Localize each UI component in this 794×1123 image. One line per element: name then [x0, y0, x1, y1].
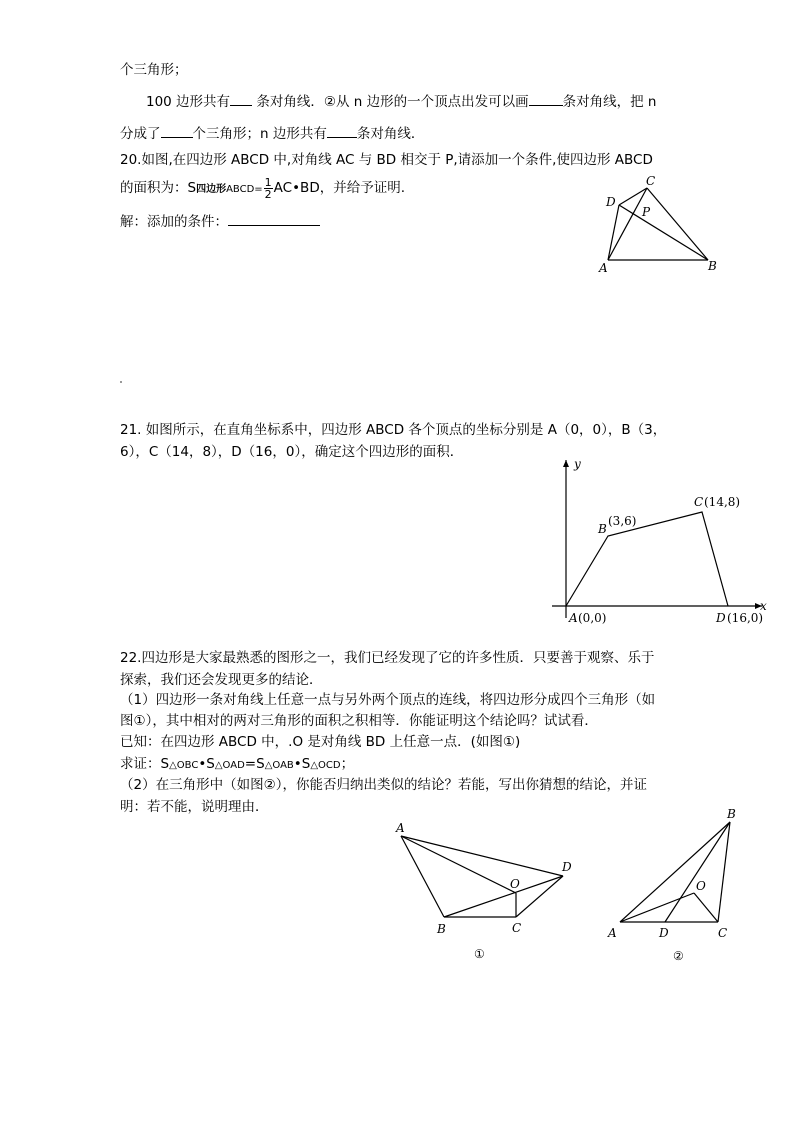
question-text: •S	[198, 756, 215, 772]
point-label-o: O	[510, 877, 520, 891]
y-axis-label: y	[574, 457, 581, 471]
segment-ao	[620, 893, 694, 922]
coord-label-c: (14,8)	[704, 495, 741, 509]
question-text: =S	[244, 756, 265, 772]
point-label-p: P	[642, 205, 651, 219]
point-label-b: B	[727, 807, 736, 821]
question-text: 6），C（14，8），D（16，0），确定这个四边形的面积．	[120, 444, 464, 460]
question-text: ；	[340, 756, 355, 772]
point-label-a: A	[569, 611, 578, 625]
coord-label-b: (3,6)	[608, 514, 637, 528]
question-text: 求证：S	[120, 756, 170, 772]
intro-text: 条对角线．	[356, 126, 425, 142]
subscript: ABCD=	[226, 184, 263, 195]
point-label-c: C	[512, 921, 522, 935]
question-text: （1）四边形一条对角线上任意一点与另外两个顶点的连线，将四边形分成四个三角形（如	[120, 692, 656, 708]
point-label-c: C	[694, 495, 704, 509]
intro-text: 条对角线，把 n	[562, 94, 657, 110]
question-text: 20.如图,在四边形 ABCD 中,对角线 AC 与 BD 相交于 P,请添加一个条件,使四边形 ABCD	[120, 152, 653, 168]
question-text: 已知：在四边形 ABCD 中，.O 是对角线 BD 上任意一点．(如图①)	[120, 734, 521, 750]
question-text: （2）在三角形中（如图②），你能否归纳出类似的结论？若能，写出你猜想的结论，并证	[120, 777, 647, 793]
point-label-o: O	[696, 879, 706, 893]
point-label-d: D	[716, 611, 726, 625]
point-label-c: C	[718, 926, 728, 940]
question-text: 22.四边形是大家最熟悉的图形之一，我们已经发现了它的许多性质．只要善于观察、乐于	[120, 650, 655, 666]
point-label-a: A	[396, 821, 405, 835]
segment-oc	[694, 893, 718, 922]
intro-text: 个三角形；	[120, 62, 188, 78]
point-label-d: D	[606, 195, 616, 209]
fraction-numerator: 1	[264, 175, 272, 189]
point-label-d: D	[659, 926, 669, 940]
point-label-a: A	[599, 261, 608, 275]
subscript: △OCD	[310, 760, 341, 771]
question-text: 21. 如图所示，在直角坐标系中，四边形 ABCD 各个顶点的坐标分别是 A（0，0），B（3，	[120, 422, 667, 438]
question-text: •S	[293, 756, 311, 772]
figure-caption: ②	[673, 949, 684, 963]
intro-text: 100 边形共有	[146, 94, 231, 110]
question-text: AC•BD，并给予证明.	[273, 180, 406, 196]
coord-label-a: (0,0)	[578, 611, 607, 625]
intro-text: 个三角形；n 边形共有	[192, 126, 327, 142]
intro-text: 分成了	[120, 126, 161, 142]
question-text: 探索，我们还会发现更多的结论．	[120, 672, 323, 688]
question-text: 图①），其中相对的两对三角形的面积之积相等．你能证明这个结论吗？试试看．	[120, 713, 598, 729]
fraction-denominator: 2	[264, 187, 272, 201]
subscript: △OAB	[264, 760, 294, 771]
figure-caption: ①	[474, 947, 485, 961]
subscript: 四边形	[196, 184, 227, 195]
subscript: △OAD	[214, 760, 245, 771]
question-text: 明：若不能，说明理由．	[120, 799, 269, 815]
point-label-b: B	[437, 922, 446, 936]
subscript: △OBC	[169, 760, 199, 771]
point-label-a: A	[608, 926, 617, 940]
question-text: 解：添加的条件：	[120, 214, 228, 230]
coord-label-d: (16,0)	[727, 611, 764, 625]
intro-text: 条对角线．②从 n 边形的一个顶点出发可以画	[256, 94, 529, 110]
x-axis-label: x	[760, 599, 767, 613]
point-label-d: D	[562, 860, 572, 874]
question-text: 的面积为：S	[120, 180, 197, 196]
point-label-c: C	[646, 174, 656, 188]
point-label-b: B	[708, 259, 717, 273]
point-label-b: B	[598, 522, 607, 536]
